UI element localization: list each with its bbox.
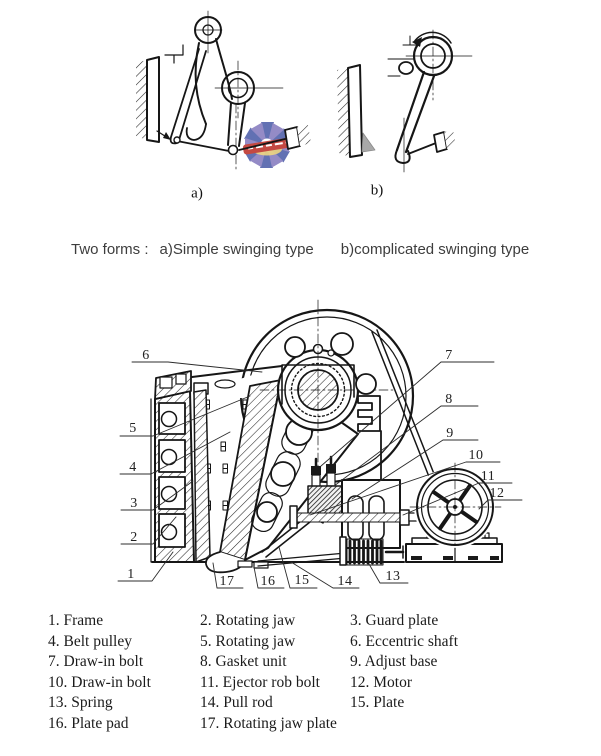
callout-number: 4 bbox=[129, 460, 137, 475]
callout-number: 11 bbox=[480, 469, 496, 484]
part-item: 10. Draw-in bolt bbox=[48, 673, 151, 691]
parts-list-row bbox=[0, 611, 601, 632]
frame-bracket bbox=[358, 396, 380, 431]
parts-list-row bbox=[0, 693, 601, 714]
callout-number: 14 bbox=[337, 574, 353, 589]
callout-number: 2 bbox=[130, 530, 138, 545]
plate-pad bbox=[238, 561, 252, 567]
part-item: 15. Plate bbox=[350, 694, 405, 711]
crusher-section-diagram bbox=[118, 300, 522, 588]
callout-number: 9 bbox=[446, 426, 454, 441]
fixed-jaw-column bbox=[151, 371, 210, 562]
callout-number: 12 bbox=[489, 486, 505, 501]
gasket-block bbox=[308, 486, 342, 516]
parts-list-row bbox=[0, 652, 601, 673]
part-item: 16. Plate pad bbox=[48, 714, 129, 732]
diagram-complicated-swinging bbox=[337, 30, 472, 172]
part-item: 2. Rotating jaw bbox=[200, 612, 296, 629]
part-item: 3. Guard plate bbox=[350, 612, 439, 629]
parts-list-row bbox=[0, 714, 601, 735]
figure-label-b: b) bbox=[370, 182, 384, 199]
callout-number: 17 bbox=[219, 574, 235, 589]
part-item bbox=[350, 714, 601, 735]
part-item: 7. Draw-in bolt bbox=[48, 653, 144, 670]
callout-number: 15 bbox=[294, 573, 310, 588]
parts-list-row bbox=[0, 632, 601, 653]
figure-label-a: a) bbox=[191, 185, 203, 202]
callout-number: 5 bbox=[129, 421, 137, 436]
callout-number: 10 bbox=[468, 448, 484, 463]
callout-number: 3 bbox=[130, 496, 138, 511]
figure-caption bbox=[71, 241, 529, 258]
caption-prefix: Two forms : bbox=[71, 241, 149, 258]
parts-list-row bbox=[0, 673, 601, 694]
part-item: 4. Belt pulley bbox=[48, 632, 132, 650]
callout-number: 1 bbox=[127, 567, 135, 582]
callout-number: 16 bbox=[260, 574, 276, 589]
parts-list bbox=[0, 611, 601, 734]
callout-number: 8 bbox=[445, 392, 453, 407]
callout-number: 7 bbox=[445, 348, 453, 363]
callout-number: 6 bbox=[142, 348, 150, 363]
part-item: 1. Frame bbox=[48, 612, 104, 629]
part-item: 5. Rotating jaw bbox=[200, 632, 296, 650]
part-item: 13. Spring bbox=[48, 694, 113, 711]
callout-number: 13 bbox=[385, 569, 401, 584]
caption-type-a: a)Simple swinging type bbox=[159, 241, 314, 258]
part-item: 11. Ejector rob bolt bbox=[200, 673, 320, 691]
part-item: 6. Eccentric shaft bbox=[350, 632, 459, 650]
part-item: 12. Motor bbox=[350, 673, 412, 691]
part-item: 9. Adjust base bbox=[350, 653, 438, 670]
caption-type-b: b)complicated swinging type bbox=[340, 241, 530, 258]
part-item: 8. Gasket unit bbox=[200, 653, 287, 670]
part-item: 14. Pull rod bbox=[200, 694, 273, 711]
part-item: 17. Rotating jaw plate bbox=[200, 714, 337, 732]
